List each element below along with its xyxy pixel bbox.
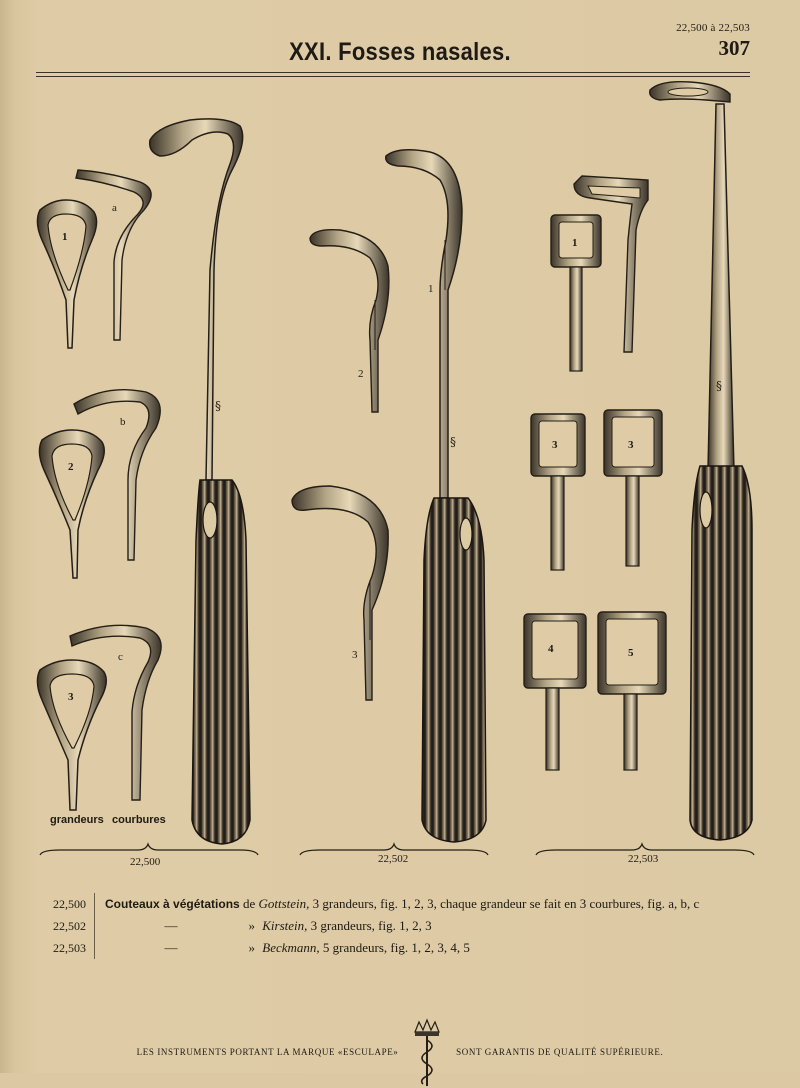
curve-label-c: c: [118, 651, 123, 663]
figure-group-22500: [37, 119, 258, 868]
curve-label-b: b: [120, 416, 126, 428]
item-description: [95, 937, 470, 959]
fig-label-3: 3: [68, 691, 74, 703]
beckmann-blade-3b: [604, 410, 662, 566]
figure-group-22503: [524, 82, 754, 865]
fig-label-2: 2: [68, 461, 74, 473]
item-author: Kirstein,: [262, 918, 308, 933]
kirstein-label-3: 3: [352, 649, 358, 661]
item-prefix: »: [248, 940, 255, 955]
item-name-ditto: —: [164, 918, 178, 933]
group-number-22503: 22,503: [628, 853, 659, 865]
caption-courbures: courbures: [112, 814, 166, 826]
group-number-22500: 22,500: [130, 856, 161, 868]
instrument-plate: [0, 70, 800, 880]
group-number-22502: 22,502: [378, 853, 409, 865]
footer-left-text: LES INSTRUMENTS PORTANT LA MARQUE «ESCULAPE»: [136, 1047, 399, 1058]
item-prefix: »: [248, 918, 255, 933]
gottstein-knife-full: [150, 119, 250, 844]
footer-right-text: SONT GARANTIS DE QUALITÉ SUPÉRIEURE.: [456, 1047, 664, 1058]
page-number: 307: [718, 36, 750, 60]
beckmann-label-4: 4: [548, 643, 554, 655]
beckmann-blade-4: [524, 614, 586, 770]
reference-range: 22,500 à 22,503: [676, 22, 750, 34]
beckmann-label-3a: 3: [552, 439, 558, 451]
gottstein-blade-2: [39, 430, 104, 578]
item-name: Couteaux à végétations: [105, 897, 240, 911]
item-code: 22,500: [38, 893, 95, 915]
beckmann-label-5: 5: [628, 647, 634, 659]
footer-guarantee: [0, 1018, 800, 1088]
curve-label-a: a: [112, 202, 117, 214]
gottstein-blade-3: [37, 660, 106, 810]
item-text: 3 grandeurs, fig. 1, 2, 3: [310, 918, 432, 933]
table-row: [38, 937, 758, 959]
item-description: [95, 893, 699, 915]
item-name-ditto: —: [164, 940, 178, 955]
gottstein-blade-1: [37, 200, 96, 348]
beckmann-knife-full: [650, 82, 752, 840]
item-author: Gottstein,: [258, 896, 310, 911]
kirstein-knife-full: [386, 150, 486, 842]
item-code: 22,502: [38, 915, 95, 937]
item-prefix: de: [242, 896, 256, 911]
fig-label-1: 1: [62, 231, 68, 243]
svg-text:§: §: [215, 399, 221, 413]
kirstein-label-2: 2: [358, 368, 364, 380]
item-text: 3 grandeurs, fig. 1, 2, 3, chaque grandeur se fait en 3 courbures, fig. a, b, c: [312, 896, 700, 911]
beckmann-label-1: 1: [572, 237, 578, 249]
kirstein-blade-2: [310, 230, 389, 412]
table-row: [38, 915, 758, 937]
beckmann-blade-3a: [531, 414, 585, 570]
item-author: Beckmann,: [262, 940, 320, 955]
figure-group-22502: [292, 150, 488, 865]
item-code: 22,503: [38, 937, 95, 959]
esculape-emblem-icon: [407, 1018, 447, 1088]
kirstein-label-1: 1: [428, 283, 434, 295]
beckmann-label-3b: 3: [628, 439, 634, 451]
table-row: [38, 893, 758, 915]
caption-grandeurs: grandeurs: [50, 814, 104, 826]
gottstein-curve-a: [76, 170, 151, 340]
beckmann-blade-5: [598, 612, 666, 770]
item-text: 5 grandeurs, fig. 1, 2, 3, 4, 5: [322, 940, 470, 955]
svg-text:§: §: [450, 435, 456, 449]
item-description: [95, 915, 432, 937]
item-description-table: [38, 893, 758, 959]
svg-text:§: §: [716, 379, 722, 393]
page-title: XXI. Fosses nasales.: [289, 38, 511, 66]
beckmann-blade-1: [551, 215, 601, 371]
kirstein-blade-3: [292, 486, 388, 700]
